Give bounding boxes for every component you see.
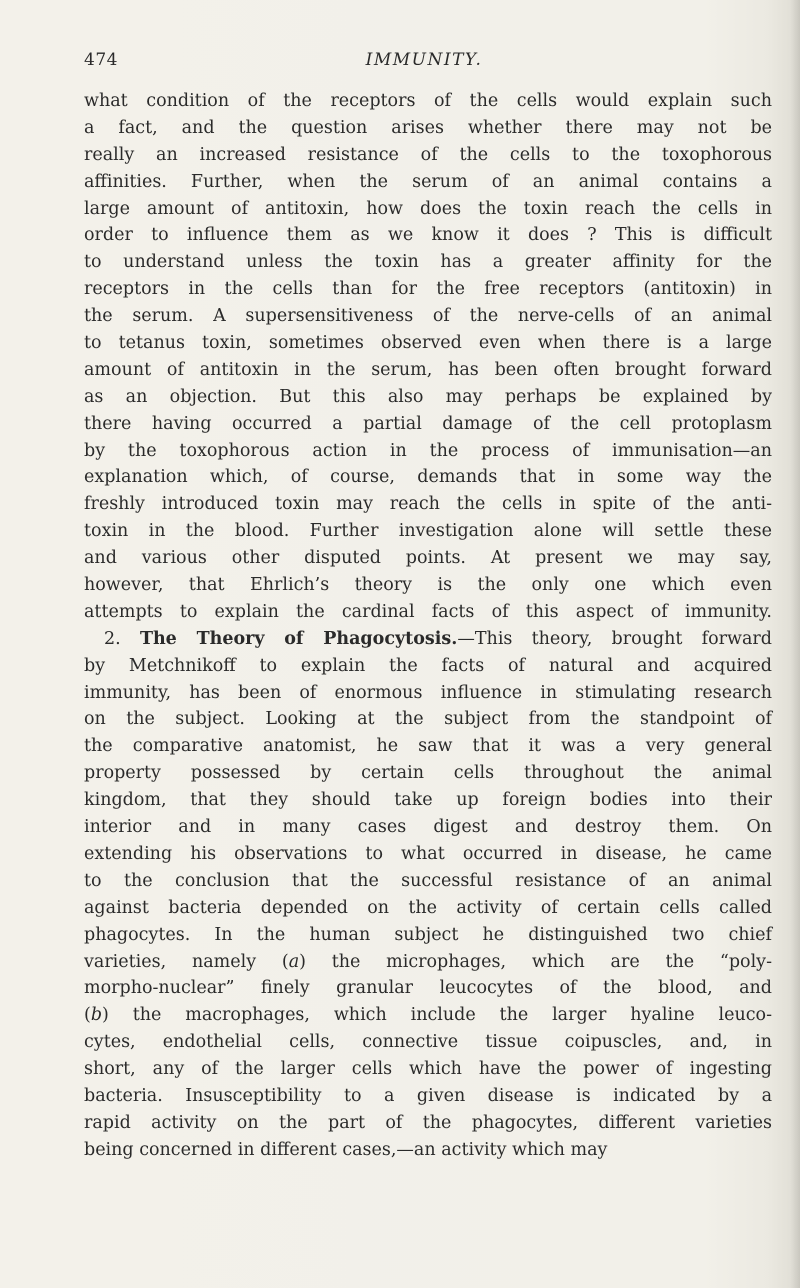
line-a-before: varieties, namely (	[84, 951, 289, 972]
text-line: to understand unless the toxin has a greater affinity for the	[84, 252, 772, 273]
text-line: against bacteria depended on the activity of certain cells called	[84, 897, 772, 918]
text-line: order to influence them as we know it does ? This is difficult	[84, 225, 772, 246]
text-line: extending his observations to what occurred in disease, he came	[84, 843, 772, 864]
text-line: by the toxophorous action in the process of immunisation—an	[84, 440, 772, 461]
section-heading-rest: —This theory, brought forward	[457, 628, 772, 649]
text-line: attempts to explain the cardinal facts of this aspect of immunity.	[84, 601, 772, 622]
text-line: really an increased resistance of the cells to the toxophorous	[84, 144, 772, 165]
text-line: receptors in the cells than for the free receptors (antitoxin) in	[84, 279, 772, 300]
text-line: bacteria. Insusceptibility to a given disease is indicated by a	[84, 1085, 772, 1106]
text-line: being concerned in different cases,—an activity which may	[84, 1139, 608, 1160]
text-line: by Metchnikoff to explain the facts of natural and acquired	[84, 655, 772, 676]
text-line	[84, 949, 772, 976]
text-line: however, that Ehrlich’s theory is the only one which even	[84, 575, 772, 596]
text-line: short, any of the larger cells which have the power of ingesting	[84, 1059, 772, 1080]
text-line: large amount of antitoxin, how does the toxin reach the cells in	[84, 198, 772, 219]
section-number: 2.	[104, 628, 121, 649]
text-line: kingdom, that they should take up foreign bodies into their	[84, 790, 772, 811]
text-line: a fact, and the question arises whether there may not be	[84, 117, 772, 138]
page-edge-shadow	[790, 0, 800, 1288]
text-line: what condition of the receptors of the cells would explain such	[84, 91, 772, 111]
text-line: to the conclusion that the successful resistance of an animal	[84, 870, 772, 891]
text-line: rapid activity on the part of the phagocytes, different varieties	[84, 1112, 772, 1133]
text-line: there having occurred a partial damage of the cell protoplasm	[84, 413, 772, 434]
line-b-before: (	[84, 1005, 91, 1026]
text-line: morpho-nuclear” finely granular leucocytes of the blood, and	[84, 978, 772, 999]
line-a-after: ) the microphages, which are the “poly-	[299, 951, 772, 972]
line-b-after: ) the macrophages, which include the larger hyaline leuco-	[102, 1005, 772, 1026]
text-line: affinities. Further, when the serum of an animal contains a	[84, 171, 772, 192]
text-line: on the subject. Looking at the subject from the standpoint of	[84, 709, 772, 730]
text-line: property possessed by certain cells throughout the animal	[84, 763, 772, 784]
text-line: freshly introduced toxin may reach the cells in spite of the anti-	[84, 494, 772, 515]
text-line: the serum. A supersensitiveness of the nerve-cells of an animal	[84, 306, 772, 327]
text-line: the comparative anatomist, he saw that it was a very general	[84, 736, 772, 757]
text-line: phagocytes. In the human subject he distinguished two chief	[84, 924, 772, 945]
page-number: 474	[84, 50, 118, 70]
running-head: IMMUNITY.	[365, 50, 483, 70]
text-line: and various other disputed points. At present we may say,	[84, 548, 772, 569]
text-line: immunity, has been of enormous influence in stimulating research	[84, 682, 772, 703]
page-header	[84, 48, 764, 76]
text-line: toxin in the blood. Further investigation alone will settle these	[84, 521, 772, 542]
text-line: amount of antitoxin in the serum, has been often brought forward	[84, 359, 772, 380]
text-line	[84, 1002, 772, 1029]
body-text	[84, 88, 772, 1164]
item-letter-b: b	[90, 1005, 103, 1026]
text-line: cytes, endothelial cells, connective tissue coipuscles, and, in	[84, 1032, 772, 1053]
section-heading: The Theory of Phagocytosis.	[139, 628, 458, 649]
text-line: interior and in many cases digest and destroy them. On	[84, 817, 772, 838]
section-heading-line	[84, 626, 772, 653]
text-line: as an objection. But this also may perhaps be explained by	[84, 386, 772, 407]
item-letter-a: a	[288, 951, 300, 972]
text-line: to tetanus toxin, sometimes observed even when there is a large	[84, 333, 772, 354]
text-line: explanation which, of course, demands that in some way the	[84, 467, 772, 488]
